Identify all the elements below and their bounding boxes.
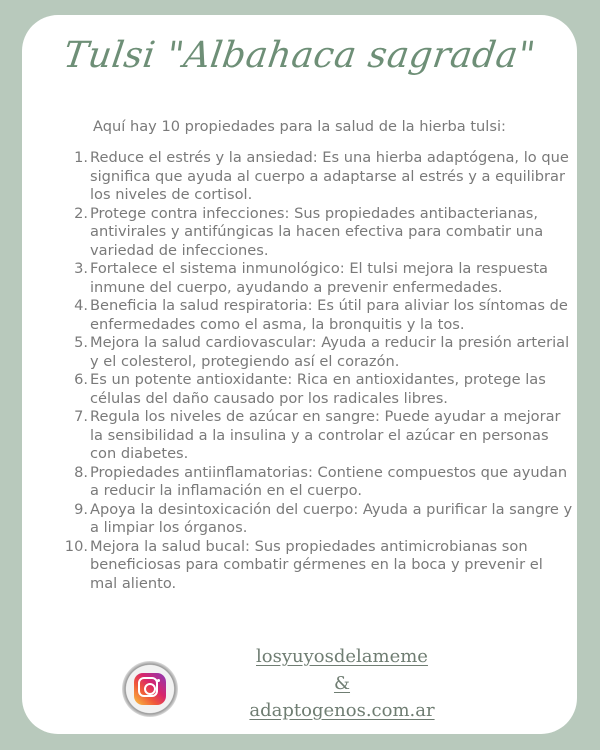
website-link[interactable]: adaptogenos.com.ar: [249, 700, 435, 721]
list-item: [62, 297, 574, 334]
info-card: [22, 15, 577, 734]
item-text: Protege contra infecciones: Sus propiedades antibacterianas, antivirales y antifúngicas la hacen efectiva para combatir una variedad de infecciones.: [90, 204, 544, 259]
item-text: Reduce el estrés y la ansiedad: Es una hierba adaptógena, lo que significa que ayuda al cuerpo a adaptarse al estrés y a equilibrar los niveles de cortisol.: [90, 149, 569, 203]
list-item: [62, 205, 574, 261]
instagram-handle-link[interactable]: losyuyosdelameme: [256, 646, 428, 667]
intro-text: Aquí hay 10 propiedades para la salud de la hierba tulsi:: [93, 118, 506, 135]
instagram-logo-icon: [134, 673, 166, 705]
item-text: Mejora la salud bucal: Sus propiedades antimicrobianas son beneficiosas para combatir gérmenes en la boca y prevenir el mal aliento.: [90, 537, 543, 592]
item-text: Mejora la salud cardiovascular: Ayuda a reducir la presión arterial y el colesterol, protegiendo así el corazón.: [90, 334, 570, 370]
item-text: Apoya la desintoxicación del cuerpo: Ayuda a purificar la sangre y a limpiar los órganos.: [90, 500, 573, 536]
item-number: 6.: [74, 371, 88, 388]
list-item: [62, 464, 574, 501]
page-title: Tulsi "Albahaca sagrada": [61, 35, 538, 76]
list-item: [62, 408, 574, 464]
camera-lens-icon: [144, 683, 156, 695]
item-number: 8.: [74, 463, 88, 481]
item-number: 4.: [74, 297, 88, 314]
list-item: [62, 149, 574, 205]
item-number: 10.: [64, 537, 88, 555]
camera-flash-icon: [157, 679, 160, 682]
list-item: [62, 260, 574, 297]
item-text: Fortalece el sistema inmunológico: El tulsi mejora la respuesta inmune del cuerpo, ayudando a prevenir enfermedades.: [90, 260, 548, 296]
footer: [22, 629, 577, 729]
list-item: [62, 538, 574, 594]
list-item: [62, 371, 574, 408]
item-text: Es un potente antioxidante: Rica en antioxidantes, protege las células del daño causado por los radicales libres.: [90, 371, 546, 407]
item-text: Beneficia la salud respiratoria: Es útil para aliviar los síntomas de enfermedades como el asma, la bronquitis y la tos.: [90, 297, 568, 333]
properties-list: [62, 149, 574, 593]
item-text: Regula los niveles de azúcar en sangre: Puede ayudar a mejorar la sensibilidad a la insulina y a controlar el azúcar en personas con diabetes.: [90, 408, 561, 462]
links-block: [202, 643, 482, 724]
list-item: [62, 501, 574, 538]
item-text: Propiedades antiinflamatorias: Contiene compuestos que ayudan a reducir la inflamación en el cuerpo.: [90, 463, 568, 499]
item-number: 3.: [74, 260, 88, 277]
list-item: [62, 334, 574, 371]
item-number: 7.: [74, 408, 88, 425]
item-number: 1.: [74, 149, 88, 166]
item-number: 2.: [74, 204, 88, 222]
item-number: 5.: [74, 334, 88, 351]
separator: &: [333, 673, 351, 694]
instagram-icon[interactable]: [122, 661, 178, 717]
item-number: 9.: [74, 500, 88, 518]
